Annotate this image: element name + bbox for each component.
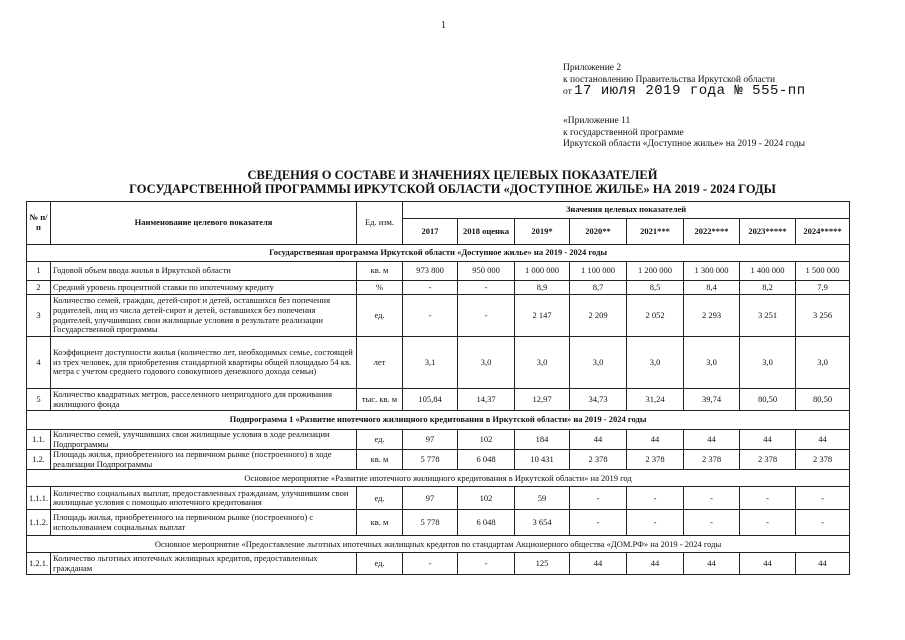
row-value: 1 400 000 [740,262,796,281]
appendix-program-ref [563,116,805,151]
indicators-table [26,201,850,575]
row-unit: кв. м [357,450,403,470]
title-line-1: СВЕДЕНИЯ О СОСТАВЕ И ЗНАЧЕНИЯХ ЦЕЛЕВЫХ ПОКАЗАТЕЛЕЙ [247,168,658,182]
appendix-line-6: Иркутской области «Доступное жилье» на 2019 - 2024 годы [563,139,806,149]
header-year: 2024***** [796,219,850,245]
row-value: 3 256 [796,295,850,337]
row-value: 44 [627,430,684,450]
row-value: 1 500 000 [796,262,850,281]
row-value: 8,9 [515,281,570,295]
row-value: - [403,281,458,295]
row-value: 44 [740,430,796,450]
row-value: 44 [627,553,684,575]
header-unit: Ед. изм. [357,202,403,245]
row-value: 1 000 000 [515,262,570,281]
row-value: 6 048 [458,510,515,536]
row-value: 3,0 [740,337,796,389]
row-value: - [740,510,796,536]
row-value: 2 209 [570,295,627,337]
row-value: 80,50 [740,389,796,411]
row-value: - [458,295,515,337]
row-indicator-name: Количество льготных ипотечных жилищных кредитов, предоставленных гражданам [51,553,357,575]
row-value: 8,2 [740,281,796,295]
row-value: 5 778 [403,450,458,470]
row-unit: кв. м [357,510,403,536]
row-indicator-name: Количество социальных выплат, предоставленных гражданам, улучшившим свои жилищные условия с помощью ипотечного кредитования [51,487,357,510]
row-value: 105,84 [403,389,458,411]
row-indicator-name: Количество семей, улучшивших свои жилищные условия в ходе реализации Подпрограммы [51,430,357,450]
row-value: 125 [515,553,570,575]
row-value: - [796,487,850,510]
row-num: 1.1.2. [27,510,51,536]
row-unit: тыс. кв. м [357,389,403,411]
row-value: 31,24 [627,389,684,411]
header-values-group: Значения целевых показателей [403,202,850,219]
section-row [27,536,850,553]
row-value: - [570,487,627,510]
section-row [27,470,850,487]
row-value: 44 [740,553,796,575]
row-value: 2 378 [684,450,740,470]
table-row [27,389,850,411]
row-value: - [684,487,740,510]
row-value: 97 [403,487,458,510]
page-number: 1 [441,20,446,31]
row-num: 1.2. [27,450,51,470]
header-num: № п/п [27,202,51,245]
row-value: 14,37 [458,389,515,411]
row-value: 3,0 [627,337,684,389]
row-value: 5 778 [403,510,458,536]
row-value: 44 [570,430,627,450]
table-row [27,337,850,389]
row-indicator-name: Годовой объем ввода жилья в Иркутской области [51,262,357,281]
row-num: 1.2.1. [27,553,51,575]
row-value: 2 378 [570,450,627,470]
row-value: 44 [796,430,850,450]
table-row [27,487,850,510]
appendix-line-4: «Приложение 11 [563,116,631,126]
row-value: 3 654 [515,510,570,536]
row-value: 6 048 [458,450,515,470]
row-value: 44 [684,430,740,450]
row-value: - [458,553,515,575]
header-year: 2017 [403,219,458,245]
row-unit: лет [357,337,403,389]
row-value: 973 800 [403,262,458,281]
header-year: 2020** [570,219,627,245]
row-value: 102 [458,430,515,450]
table-row [27,262,850,281]
row-value: 3,0 [458,337,515,389]
appendix-line-2: к постановлению Правительства Иркутской области [563,74,776,85]
header-year: 2023***** [740,219,796,245]
appendix-date-prefix: от [563,87,572,97]
section-row [27,411,850,430]
header-year: 2022**** [684,219,740,245]
row-indicator-name: Количество семей, граждан, детей-сирот и детей, оставшихся без попечения родителей, лиц из числа детей-сирот и детей, оставшихся без попечения родителей, улучшивших свои жилищные условия в результате реализации Государственной программы [51,295,357,337]
row-value: - [403,295,458,337]
section-title: Государственная программа Иркутской области «Доступное жилье» на 2019 - 2024 годы [27,245,850,262]
row-unit: ед. [357,487,403,510]
row-value: 2 147 [515,295,570,337]
section-row [27,245,850,262]
row-value: 2 052 [627,295,684,337]
row-value: 3,1 [403,337,458,389]
row-unit: % [357,281,403,295]
row-value: - [458,281,515,295]
row-value: - [627,487,684,510]
row-indicator-name: Средний уровень процентной ставки по ипотечному кредиту [51,281,357,295]
row-value: - [627,510,684,536]
row-value: 2 378 [627,450,684,470]
header-year: 2018 оценка [458,219,515,245]
header-year: 2021*** [627,219,684,245]
row-num: 1.1. [27,430,51,450]
row-value: 1 200 000 [627,262,684,281]
row-value: 3,0 [684,337,740,389]
row-unit: кв. м [357,262,403,281]
row-num: 1 [27,262,51,281]
row-indicator-name: Количество квадратных метров, расселенного непригодного для проживания жилищного фонда [51,389,357,411]
row-value: 8,4 [684,281,740,295]
row-value: - [796,510,850,536]
row-value: 1 100 000 [570,262,627,281]
row-unit: ед. [357,295,403,337]
row-value: 97 [403,430,458,450]
row-value: 44 [796,553,850,575]
row-num: 4 [27,337,51,389]
row-value: 10 431 [515,450,570,470]
row-value: 2 378 [740,450,796,470]
row-value: 59 [515,487,570,510]
row-value: 950 000 [458,262,515,281]
appendix-date-number: 17 июля 2019 года № 555-пп [574,83,806,99]
row-unit: ед. [357,553,403,575]
row-unit: ед. [357,430,403,450]
row-value: 8,7 [570,281,627,295]
row-value: 184 [515,430,570,450]
row-value: - [740,487,796,510]
title-line-2: ГОСУДАРСТВЕННОЙ ПРОГРАММЫ ИРКУТСКОЙ ОБЛАСТИ «ДОСТУПНОЕ ЖИЛЬЕ» НА 2019 - 2024 ГОДЫ [129,182,776,196]
header-name: Наименование целевого показателя [51,202,357,245]
row-value: 80,50 [796,389,850,411]
row-value: 2 378 [796,450,850,470]
section-title: Основное мероприятие «Предоставление льготных ипотечных жилищных кредитов по стандартам Акционерного общества «ДОМ.РФ» на 2019 - 2024 годы [27,536,850,553]
row-value: 2 293 [684,295,740,337]
row-value: 8,5 [627,281,684,295]
row-value: 102 [458,487,515,510]
document-title [0,168,905,196]
row-value: 7,9 [796,281,850,295]
row-value: 12,97 [515,389,570,411]
table-row [27,510,850,536]
table-row [27,281,850,295]
row-value: 3,0 [515,337,570,389]
section-title: Основное мероприятие «Развитие ипотечного жилищного кредитования в Иркутской области» на 2019 год [27,470,850,487]
row-value: - [403,553,458,575]
table-row [27,295,850,337]
row-num: 3 [27,295,51,337]
row-value: 3,0 [570,337,627,389]
row-value: 3,0 [796,337,850,389]
row-value: 44 [684,553,740,575]
row-indicator-name: Площадь жилья, приобретенного на первичном рынке (построенного) в ходе реализации Подпрограммы [51,450,357,470]
appendix-line-5: к государственной программе [563,127,684,138]
table-row [27,553,850,575]
row-value: 34,73 [570,389,627,411]
appendix-line-3 [563,83,806,99]
row-value: 3 251 [740,295,796,337]
row-num: 1.1.1. [27,487,51,510]
appendix-line-1: Приложение 2 [563,63,622,73]
row-indicator-name: Коэффициент доступности жилья (количество лет, необходимых семье, состоящей из трех человек, для приобретения стандартной квартиры общей площадью 54 кв. метра с учетом среднего годового совокупного денежного дохода семьи) [51,337,357,389]
header-year: 2019* [515,219,570,245]
table-row [27,430,850,450]
row-value: 39,74 [684,389,740,411]
row-value: 44 [570,553,627,575]
row-num: 2 [27,281,51,295]
section-title: Подпрограмма 1 «Развитие ипотечного жилищного кредитования в Иркутской области» на 2019 - 2024 годы [27,411,850,430]
appendix-header [563,63,806,99]
row-indicator-name: Площадь жилья, приобретенного на первичном рынке (построенного) с использованием социальных выплат [51,510,357,536]
row-value: - [684,510,740,536]
table-row [27,450,850,470]
row-num: 5 [27,389,51,411]
row-value: - [570,510,627,536]
row-value: 1 300 000 [684,262,740,281]
